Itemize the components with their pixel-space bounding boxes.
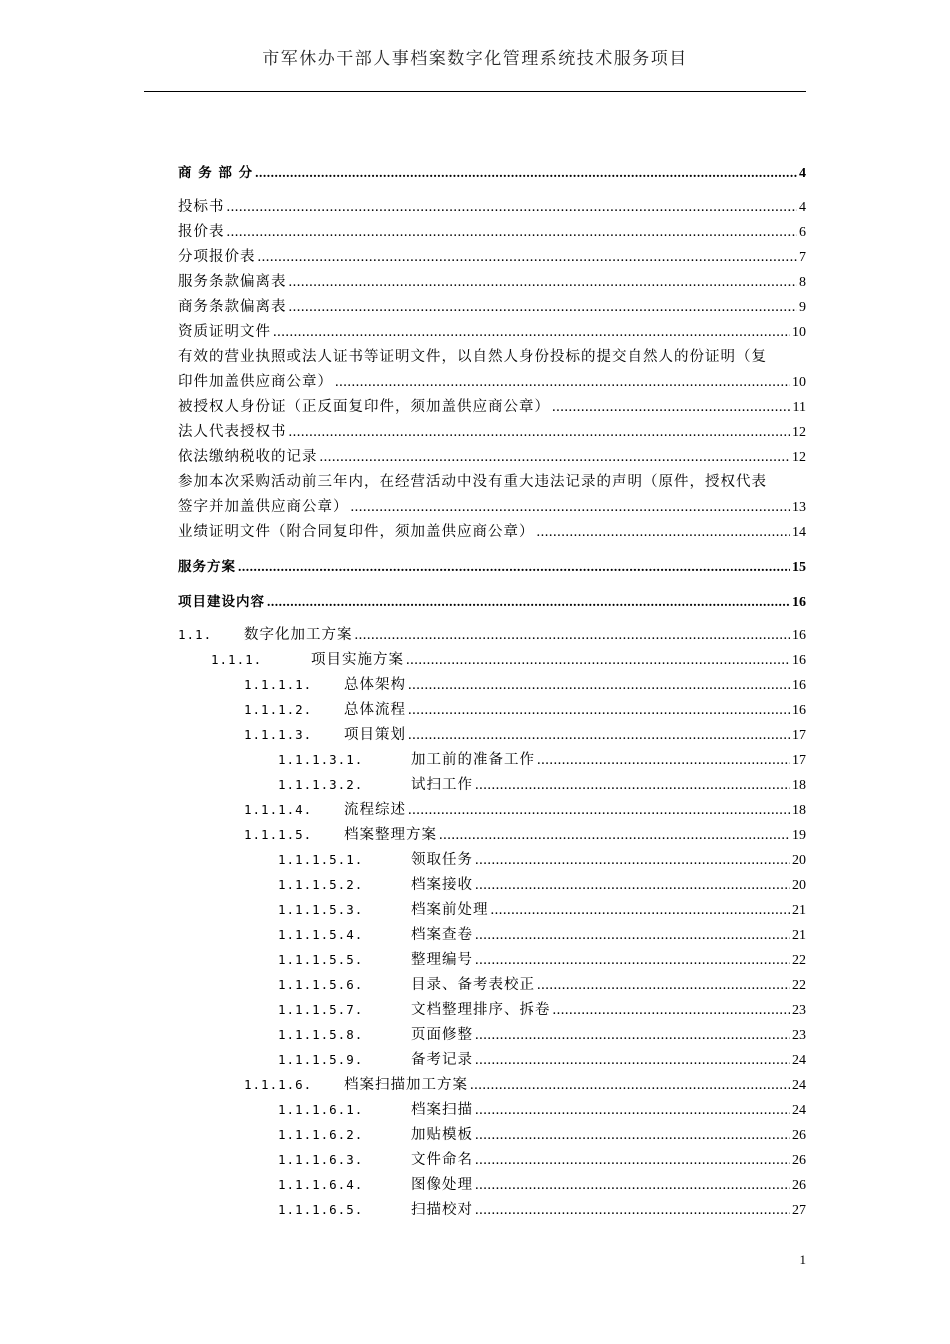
toc-entry-page: 16 xyxy=(792,678,806,693)
toc-entry[interactable] xyxy=(178,1075,806,1095)
toc-entry-title: 图像处理 xyxy=(411,1177,473,1193)
toc-entry[interactable] xyxy=(178,750,806,770)
toc-entry-title: 印件加盖供应商公章） xyxy=(178,374,333,390)
toc-dot-leader xyxy=(289,422,791,442)
toc-dot-leader xyxy=(475,775,790,795)
toc-dot-leader xyxy=(552,397,791,417)
toc-entry[interactable] xyxy=(178,247,806,267)
toc-entry[interactable] xyxy=(178,163,806,183)
toc-dot-leader xyxy=(351,497,791,517)
toc-entry-title: 目录、备考表校正 xyxy=(411,977,535,993)
toc-entry-number: 1.1.1.5.8. xyxy=(278,1027,364,1042)
toc-entry[interactable] xyxy=(178,1100,806,1120)
toc-dot-leader xyxy=(491,900,791,920)
toc-entry-page: 17 xyxy=(792,728,806,743)
toc-entry[interactable] xyxy=(178,625,806,645)
toc-entry-page: 20 xyxy=(792,853,806,868)
toc-entry-page: 22 xyxy=(792,978,806,993)
toc-dot-leader xyxy=(475,950,790,970)
toc-dot-leader xyxy=(273,322,790,342)
page-number: 1 xyxy=(799,1252,806,1267)
toc-entry-number: 1.1.1.5.7. xyxy=(278,1002,364,1017)
toc-entry-number: 1.1.1.5.5. xyxy=(278,952,364,967)
toc-entry-page: 16 xyxy=(792,628,806,643)
toc-entry-number: 1.1.1.4. xyxy=(244,802,313,817)
toc-entry-title: 档案扫描加工方案 xyxy=(344,1077,468,1093)
toc-entry[interactable] xyxy=(178,650,806,670)
toc-dot-leader xyxy=(408,700,790,720)
toc-dot-leader xyxy=(475,1100,790,1120)
toc-entry-title: 投标书 xyxy=(178,199,225,215)
toc-entry-page: 16 xyxy=(792,595,806,610)
toc-entry-number: 1.1.1. xyxy=(211,652,263,667)
toc-entry-page: 21 xyxy=(792,903,806,918)
toc-entry[interactable] xyxy=(178,900,806,920)
toc-entry-page: 21 xyxy=(792,928,806,943)
toc-dot-leader xyxy=(475,1200,790,1220)
toc-dot-leader xyxy=(475,1125,790,1145)
toc-dot-leader xyxy=(320,447,791,467)
toc-entry-title: 报价表 xyxy=(178,224,225,240)
toc-entry[interactable] xyxy=(178,700,806,720)
toc-entry-number: 1.1.1.1. xyxy=(244,677,313,692)
toc-entry-number: 1.1.1.2. xyxy=(244,702,313,717)
toc-entry-page: 24 xyxy=(792,1053,806,1068)
toc-dot-leader xyxy=(553,1000,791,1020)
toc-dot-leader xyxy=(406,650,790,670)
toc-entry[interactable] xyxy=(178,1025,806,1045)
toc-dot-leader xyxy=(267,592,790,612)
toc-dot-leader xyxy=(255,163,797,183)
toc-entry-title: 业绩证明文件（附合同复印件，须加盖供应商公章） xyxy=(178,524,535,540)
toc-entry-page: 18 xyxy=(792,803,806,818)
toc-entry-page: 6 xyxy=(799,225,806,240)
toc-entry-title: 总体流程 xyxy=(344,702,406,718)
toc-entry-number: 1.1.1.3.2. xyxy=(278,777,364,792)
toc-entry-title: 流程综述 xyxy=(344,802,406,818)
toc-entry[interactable] xyxy=(178,372,806,392)
toc-entry[interactable] xyxy=(178,975,806,995)
toc-entry-page: 7 xyxy=(799,250,806,265)
toc-dot-leader xyxy=(470,1075,790,1095)
toc-dot-leader xyxy=(475,850,790,870)
toc-dot-leader xyxy=(475,1050,790,1070)
toc-entry-page: 10 xyxy=(792,325,806,340)
toc-entry-number: 1.1.1.5.1. xyxy=(278,852,364,867)
toc-entry-page: 18 xyxy=(792,778,806,793)
toc-entry[interactable] xyxy=(178,825,806,845)
toc-entry[interactable] xyxy=(178,1150,806,1170)
toc-entry-number: 1.1.1.6.2. xyxy=(278,1127,364,1142)
toc-entry-number: 1.1.1.5.3. xyxy=(278,902,364,917)
toc-entry[interactable] xyxy=(178,272,806,292)
toc-dot-leader xyxy=(258,247,798,267)
toc-entry-number: 1.1.1.6.5. xyxy=(278,1202,364,1217)
toc-entry-page: 22 xyxy=(792,953,806,968)
toc-entry-number: 1.1.1.5.6. xyxy=(278,977,364,992)
toc-entry-page: 14 xyxy=(792,525,806,540)
toc-entry[interactable] xyxy=(178,1175,806,1195)
toc-entry-title: 资质证明文件 xyxy=(178,324,271,340)
toc-entry-number: 1.1.1.5.9. xyxy=(278,1052,364,1067)
toc-entry-page: 23 xyxy=(792,1003,806,1018)
toc-entry-title: 领取任务 xyxy=(411,852,473,868)
toc-dot-leader xyxy=(439,825,790,845)
toc-entry-page: 23 xyxy=(792,1028,806,1043)
toc-entry[interactable] xyxy=(178,950,806,970)
toc-entry-text-line: 有效的营业执照或法人证书等证明文件，以自然人身份投标的提交自然人的份证明（复 xyxy=(178,349,767,365)
toc-entry[interactable] xyxy=(178,1125,806,1145)
toc-dot-leader xyxy=(227,197,798,217)
toc-entry-page: 20 xyxy=(792,878,806,893)
toc-entry-number: 1.1.1.3.1. xyxy=(278,752,364,767)
toc-entry-title: 依法缴纳税收的记录 xyxy=(178,449,318,465)
toc-entry-page: 13 xyxy=(792,500,806,515)
toc-entry[interactable] xyxy=(178,1050,806,1070)
toc-entry-title: 档案查卷 xyxy=(411,927,473,943)
toc-entry[interactable] xyxy=(178,322,806,342)
toc-entry-number: 1.1.1.6.4. xyxy=(278,1177,364,1192)
toc-entry-page: 16 xyxy=(792,653,806,668)
toc-dot-leader xyxy=(355,625,791,645)
toc-entry-page: 27 xyxy=(792,1203,806,1218)
toc-entry-page: 10 xyxy=(792,375,806,390)
toc-entry-page: 12 xyxy=(792,450,806,465)
toc-entry-number: 1.1.1.5. xyxy=(244,827,313,842)
toc-entry-title: 文档整理排序、拆卷 xyxy=(411,1002,551,1018)
toc-entry[interactable] xyxy=(178,422,806,442)
toc-entry[interactable] xyxy=(178,1000,806,1020)
toc-entry-page: 12 xyxy=(792,425,806,440)
toc-entry-text-line: 参加本次采购活动前三年内，在经营活动中没有重大违法记录的声明（原件，授权代表 xyxy=(178,474,767,490)
toc-entry-title: 扫描校对 xyxy=(411,1202,473,1218)
toc-dot-leader xyxy=(408,675,790,695)
toc-entry[interactable] xyxy=(178,850,806,870)
toc-entry-page: 8 xyxy=(799,275,806,290)
toc-entry[interactable] xyxy=(178,725,806,745)
toc-entry-title: 文件命名 xyxy=(411,1152,473,1168)
toc-entry-title: 商务条款偏离表 xyxy=(178,299,287,315)
toc-dot-leader xyxy=(537,975,790,995)
toc-entry-title: 档案前处理 xyxy=(411,902,489,918)
toc-entry[interactable] xyxy=(178,675,806,695)
toc-entry-number: 1.1.1.6. xyxy=(244,1077,313,1092)
toc-entry-number: 1.1.1.5.4. xyxy=(278,927,364,942)
toc-entry[interactable] xyxy=(178,875,806,895)
toc-entry-page: 24 xyxy=(792,1103,806,1118)
toc-entry[interactable] xyxy=(178,925,806,945)
toc-entry[interactable] xyxy=(178,397,806,417)
toc-entry-title: 数字化加工方案 xyxy=(244,627,353,643)
toc-entry-page: 26 xyxy=(792,1178,806,1193)
toc-entry[interactable] xyxy=(178,297,806,317)
toc-entry-title: 项目建设内容 xyxy=(178,594,265,610)
header-divider xyxy=(144,91,806,92)
toc-entry-title: 法人代表授权书 xyxy=(178,424,287,440)
toc-entry[interactable] xyxy=(178,497,806,517)
toc-entry[interactable] xyxy=(178,197,806,217)
toc-entry-title: 档案接收 xyxy=(411,877,473,893)
toc-entry[interactable] xyxy=(178,800,806,820)
toc-dot-leader xyxy=(475,925,790,945)
toc-entry[interactable] xyxy=(178,222,806,242)
toc-dot-leader xyxy=(475,1175,790,1195)
toc-entry-page: 4 xyxy=(799,200,806,215)
toc-entry-title: 分项报价表 xyxy=(178,249,256,265)
toc-entry-title: 商 务 部 分 xyxy=(178,165,254,181)
toc-entry[interactable] xyxy=(178,447,806,467)
toc-entry-title: 服务方案 xyxy=(178,559,236,575)
toc-entry-number: 1.1.1.3. xyxy=(244,727,313,742)
toc-entry-page: 26 xyxy=(792,1153,806,1168)
toc-entry-number: 1.1.1.5.2. xyxy=(278,877,364,892)
toc-entry-title: 签字并加盖供应商公章） xyxy=(178,499,349,515)
toc-entry-title: 被授权人身份证（正反面复印件，须加盖供应商公章） xyxy=(178,399,550,415)
toc-entry-title: 项目实施方案 xyxy=(311,652,404,668)
toc-entry[interactable] xyxy=(178,557,806,577)
toc-entry-title: 备考记录 xyxy=(411,1052,473,1068)
toc-entry[interactable] xyxy=(178,592,806,612)
toc-entry-title: 页面修整 xyxy=(411,1027,473,1043)
toc-entry-page: 26 xyxy=(792,1128,806,1143)
page-header-title: 市军休办干部人事档案数字化管理系统技术服务项目 xyxy=(262,49,688,69)
toc-dot-leader xyxy=(475,875,790,895)
toc-dot-leader xyxy=(335,372,790,392)
toc-entry-page: 19 xyxy=(792,828,806,843)
toc-dot-leader xyxy=(475,1025,790,1045)
toc-dot-leader xyxy=(475,1150,790,1170)
toc-entry-title: 服务条款偏离表 xyxy=(178,274,287,290)
toc-dot-leader xyxy=(227,222,798,242)
toc-entry-title: 整理编号 xyxy=(411,952,473,968)
toc-entry[interactable] xyxy=(178,522,806,542)
toc-entry-page: 17 xyxy=(792,753,806,768)
toc-entry-number: 1.1.1.6.3. xyxy=(278,1152,364,1167)
toc-entry-title: 加工前的准备工作 xyxy=(411,752,535,768)
toc-entry-page: 24 xyxy=(792,1078,806,1093)
toc-dot-leader xyxy=(238,557,790,577)
toc-dot-leader xyxy=(408,800,790,820)
toc-entry-number: 1.1.1.6.1. xyxy=(278,1102,364,1117)
toc-entry-title: 档案整理方案 xyxy=(344,827,437,843)
toc-dot-leader xyxy=(289,272,798,292)
toc-entry-number: 1.1. xyxy=(178,627,213,642)
toc-entry-title: 档案扫描 xyxy=(411,1102,473,1118)
toc-dot-leader xyxy=(537,522,791,542)
toc-entry-page: 16 xyxy=(792,703,806,718)
toc-entry-page: 15 xyxy=(792,560,806,575)
toc-entry-title: 加贴模板 xyxy=(411,1127,473,1143)
toc-entry[interactable] xyxy=(178,775,806,795)
toc-dot-leader xyxy=(289,297,798,317)
toc-entry-page: 4 xyxy=(799,166,806,181)
toc-entry[interactable] xyxy=(178,1200,806,1220)
toc-entry-page: 9 xyxy=(799,300,806,315)
toc-dot-leader xyxy=(537,750,790,770)
toc-entry-page: 11 xyxy=(792,400,806,415)
toc-entry-title: 项目策划 xyxy=(344,727,406,743)
toc-entry-title: 总体架构 xyxy=(344,677,406,693)
toc-entry-title: 试扫工作 xyxy=(411,777,473,793)
toc-dot-leader xyxy=(408,725,790,745)
